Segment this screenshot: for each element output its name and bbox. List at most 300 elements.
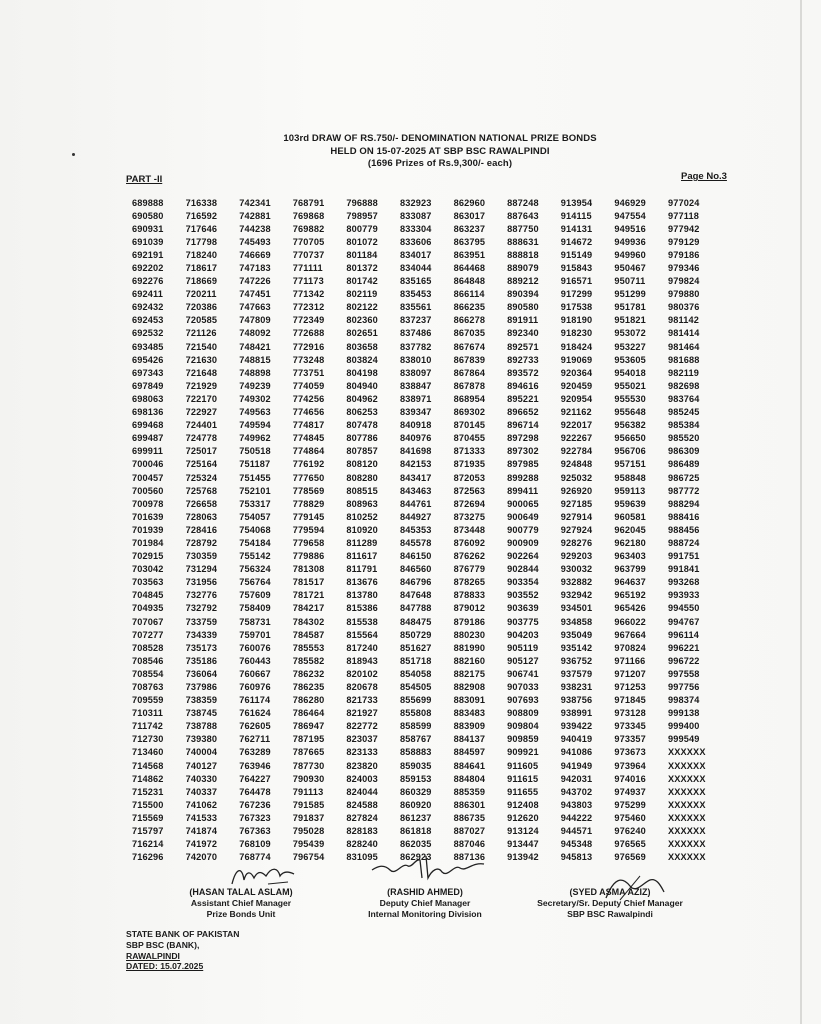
bond-number-cell: 895221 bbox=[507, 393, 539, 404]
bond-number-cell: 800779 bbox=[346, 223, 378, 234]
bond-number-cell: 918230 bbox=[560, 328, 593, 339]
bond-number-cell: 796888 bbox=[346, 197, 378, 208]
bond-number-cell: 700457 bbox=[132, 472, 164, 483]
bond-number-cell: 811289 bbox=[346, 537, 378, 548]
bond-number-cell: 946929 bbox=[614, 197, 646, 208]
bond-number-cell: 761624 bbox=[239, 708, 271, 719]
bond-number-cell: 804940 bbox=[346, 380, 378, 391]
bond-number-cell: 811791 bbox=[346, 564, 378, 575]
bond-number-cell: 994767 bbox=[667, 616, 700, 627]
bond-number-cell: 689888 bbox=[132, 197, 164, 208]
bond-number-cell: 922784 bbox=[560, 446, 593, 457]
bond-number-cell: 715569 bbox=[132, 812, 164, 823]
bond-number-cell: 896714 bbox=[507, 420, 539, 431]
bond-number-cell: 834044 bbox=[399, 263, 432, 274]
bond-number-cell: 892571 bbox=[507, 341, 539, 352]
bond-number-cell: 963403 bbox=[614, 551, 646, 562]
bond-number-cell: 871935 bbox=[453, 459, 486, 470]
bond-number-cell: 724401 bbox=[185, 420, 218, 431]
bond-number-cell: 887136 bbox=[453, 852, 486, 863]
bond-number-cell: 861237 bbox=[399, 812, 432, 823]
bond-number-cell: 741062 bbox=[185, 799, 218, 810]
bond-number-cell: 863017 bbox=[453, 210, 486, 221]
bond-number-cell: 911655 bbox=[507, 786, 539, 797]
bond-number-cell: 979824 bbox=[667, 276, 700, 287]
bond-number-cell: 721648 bbox=[185, 367, 218, 378]
bond-number-cell: 774656 bbox=[292, 407, 325, 418]
bond-number-cell: 882908 bbox=[453, 682, 486, 693]
bond-number-cell: 824003 bbox=[346, 773, 378, 784]
bond-number-cell: 824588 bbox=[346, 799, 378, 810]
table-row bbox=[132, 366, 722, 379]
bond-number-cell: 883483 bbox=[453, 708, 486, 719]
bond-number-cell: 837237 bbox=[399, 315, 432, 326]
bond-number-cell: 977118 bbox=[667, 210, 699, 221]
bond-number-cell: 751455 bbox=[239, 472, 271, 483]
bond-number-cell: 918424 bbox=[560, 341, 593, 352]
bond-number-cell: 903639 bbox=[507, 603, 539, 614]
bond-number-cell: 693485 bbox=[132, 341, 164, 352]
bond-number-cell: 802122 bbox=[346, 302, 378, 313]
bond-number-cell: 867864 bbox=[453, 367, 486, 378]
bond-number-cell: 738359 bbox=[185, 695, 218, 706]
bond-number-cell: 774059 bbox=[292, 380, 325, 391]
bond-number-cell: 941949 bbox=[560, 760, 593, 771]
bond-number-cell: 979186 bbox=[667, 249, 700, 260]
bond-number-cell: 878833 bbox=[453, 590, 486, 601]
bond-number-cell: 771342 bbox=[292, 289, 325, 300]
bond-number-cell: 740337 bbox=[185, 786, 218, 797]
bond-number-cell: 753317 bbox=[239, 498, 271, 509]
bond-number-cell: 955021 bbox=[614, 380, 646, 391]
bond-number-cell: 820678 bbox=[346, 682, 378, 693]
bond-number-cell: 747226 bbox=[239, 276, 271, 287]
bond-number-cell: 740127 bbox=[185, 760, 218, 771]
bond-number-cell: 777650 bbox=[292, 472, 325, 483]
table-row bbox=[132, 772, 722, 785]
bond-number-cell: 808963 bbox=[346, 498, 378, 509]
signatory-3-name: (SYED ASMA AZIZ) bbox=[569, 887, 651, 897]
bond-number-cell: 932882 bbox=[560, 577, 593, 588]
bond-number-cell: 795439 bbox=[292, 839, 325, 850]
bond-number-cell: 934858 bbox=[560, 616, 593, 627]
bond-number-cell: 938991 bbox=[560, 708, 593, 719]
bond-number-cell: 732792 bbox=[185, 603, 218, 614]
table-row bbox=[132, 563, 722, 576]
bond-number-cell: 769882 bbox=[292, 223, 325, 234]
bond-number-cell: 832923 bbox=[399, 197, 432, 208]
bond-number-cell: 801184 bbox=[346, 249, 378, 260]
bond-number-cell: 864468 bbox=[453, 263, 486, 274]
bond-number-cell: 822772 bbox=[346, 721, 378, 732]
bond-number-cell: 721540 bbox=[185, 341, 218, 352]
bond-number-cell: 981142 bbox=[667, 315, 699, 326]
bond-number-cell: 904203 bbox=[507, 629, 539, 640]
bond-number-cell: 708528 bbox=[132, 642, 164, 653]
bond-number-cell: 999138 bbox=[667, 708, 700, 719]
bond-number-cell: 862923 bbox=[399, 852, 432, 863]
bond-number-cell: 781308 bbox=[292, 564, 325, 575]
signatory-3-title: Secretary/Sr. Deputy Chief Manager bbox=[537, 898, 683, 909]
bond-number-cell: 974016 bbox=[614, 773, 646, 784]
bond-number-cell: 897302 bbox=[507, 446, 539, 457]
bond-number-cell: 985520 bbox=[667, 433, 700, 444]
table-row bbox=[132, 235, 722, 248]
bond-number-cell: 928276 bbox=[560, 537, 593, 548]
bond-number-cell: 803824 bbox=[346, 354, 378, 365]
bond-number-cell: 837486 bbox=[399, 328, 432, 339]
bond-number-cell: 855699 bbox=[399, 695, 432, 706]
bond-number-cell: 986309 bbox=[667, 446, 700, 457]
bond-number-cell: 927924 bbox=[560, 524, 593, 535]
bond-number-cell: 817240 bbox=[346, 642, 378, 653]
bond-number-cell: 824044 bbox=[346, 786, 378, 797]
bond-number-cell: 771111 bbox=[292, 263, 323, 274]
bond-number-cell: 695426 bbox=[132, 354, 164, 365]
bond-number-cell: 773751 bbox=[292, 367, 325, 378]
bond-number-cell: 938231 bbox=[560, 682, 593, 693]
bond-number-cell: 950467 bbox=[614, 263, 646, 274]
bond-number-cell: 715231 bbox=[132, 786, 164, 797]
bond-number-cell: 700560 bbox=[132, 485, 164, 496]
bond-number-cell: 863795 bbox=[453, 236, 486, 247]
signatory-2-title: Deputy Chief Manager bbox=[379, 898, 471, 909]
bond-number-cell: 760076 bbox=[239, 642, 271, 653]
bond-number-cell: 838847 bbox=[399, 380, 432, 391]
bond-number-cell: 883091 bbox=[453, 695, 486, 706]
bond-number-cell: 920459 bbox=[560, 380, 593, 391]
bond-number-cell: 921162 bbox=[560, 407, 592, 418]
bond-number-cell: 781721 bbox=[292, 590, 325, 601]
bond-number-cell: XXXXXX bbox=[667, 760, 706, 771]
bond-number-cell: 985384 bbox=[667, 420, 700, 431]
bond-number-cell: 979346 bbox=[667, 263, 700, 274]
bond-number-cell: 973357 bbox=[614, 734, 646, 745]
bond-number-cell: 934501 bbox=[560, 603, 593, 614]
bond-number-cell: 943702 bbox=[560, 786, 593, 797]
table-row bbox=[132, 406, 722, 419]
bond-number-cell: 725017 bbox=[185, 446, 218, 457]
signatory-1 bbox=[166, 887, 316, 921]
header-line-1: 103rd DRAW OF RS.750/- DENOMINATION NATIONAL PRIZE BONDS bbox=[283, 133, 597, 144]
bond-number-cell: 725324 bbox=[185, 472, 218, 483]
bond-number-cell: 860329 bbox=[399, 786, 432, 797]
bond-number-cell: 828240 bbox=[346, 839, 378, 850]
bond-number-cell: 823820 bbox=[346, 760, 378, 771]
bond-number-cell: 808120 bbox=[346, 459, 378, 470]
issuer-address bbox=[126, 929, 239, 972]
bond-number-cell: 707277 bbox=[132, 629, 164, 640]
bond-number-cell: XXXXXX bbox=[667, 839, 706, 850]
bond-number-cell: XXXXXX bbox=[667, 786, 706, 797]
bond-number-cell: 867035 bbox=[453, 328, 486, 339]
bond-number-cell: 808515 bbox=[346, 485, 378, 496]
bond-number-cell: 971253 bbox=[614, 682, 646, 693]
issuer-org: STATE BANK OF PAKISTAN bbox=[126, 929, 240, 939]
signatory-1-name: (HASAN TALAL ASLAM) bbox=[189, 887, 293, 897]
bond-number-cell: 773248 bbox=[292, 354, 325, 365]
bond-number-cell: 842153 bbox=[399, 459, 432, 470]
bond-number-cell: XXXXXX bbox=[667, 826, 706, 837]
bond-number-cell: 725164 bbox=[185, 459, 218, 470]
bond-number-cell: 887027 bbox=[453, 826, 486, 837]
bond-number-cell: 932942 bbox=[560, 590, 593, 601]
bond-number-cell: 906741 bbox=[507, 668, 539, 679]
bond-number-cell: 944222 bbox=[560, 812, 593, 823]
bond-number-cell: 717646 bbox=[185, 223, 218, 234]
bond-number-cell: 850729 bbox=[399, 629, 432, 640]
bond-number-cell: 954018 bbox=[614, 367, 646, 378]
bond-number-cell: 971166 bbox=[614, 655, 646, 666]
bond-number-cell: 949516 bbox=[614, 223, 646, 234]
bond-number-cell: 692191 bbox=[132, 249, 164, 260]
bond-number-cell: 922017 bbox=[560, 420, 593, 431]
bond-number-cell: 724778 bbox=[185, 433, 218, 444]
bond-number-cell: 821733 bbox=[346, 695, 378, 706]
table-row bbox=[132, 510, 722, 523]
bond-number-cell: 718240 bbox=[185, 249, 218, 260]
bond-number-cell: 772688 bbox=[292, 328, 325, 339]
bond-number-cell: 839347 bbox=[399, 407, 432, 418]
signatory-2-unit: Internal Monitoring Division bbox=[368, 909, 482, 920]
bond-number-cell: 981414 bbox=[667, 328, 700, 339]
bond-number-cell: 844927 bbox=[399, 511, 432, 522]
bond-number-cell: 721630 bbox=[185, 354, 218, 365]
bond-number-cell: 728792 bbox=[185, 537, 218, 548]
bond-number-cell: 750518 bbox=[239, 446, 271, 457]
bond-number-cell: 900909 bbox=[507, 537, 539, 548]
bond-number-cell: 741874 bbox=[185, 826, 218, 837]
bond-number-cell: 902264 bbox=[507, 551, 539, 562]
bond-number-cell: 708554 bbox=[132, 668, 164, 679]
bond-number-cell: 862960 bbox=[453, 197, 486, 208]
bond-number-cell: 835561 bbox=[399, 302, 432, 313]
bond-number-cell: 730359 bbox=[185, 551, 218, 562]
bond-number-cell: 846560 bbox=[399, 564, 432, 575]
bond-number-cell: 960581 bbox=[614, 511, 646, 522]
bond-number-cell: 764478 bbox=[239, 786, 271, 797]
bond-number-cell: 811617 bbox=[346, 551, 378, 562]
bond-number-cell: 744238 bbox=[239, 223, 271, 234]
bond-number-cell: 767323 bbox=[239, 812, 271, 823]
bond-number-cell: 951781 bbox=[614, 302, 646, 313]
bond-number-cell: 884804 bbox=[453, 773, 486, 784]
bond-number-cell: 742881 bbox=[239, 210, 271, 221]
bond-number-cell: 703042 bbox=[132, 564, 164, 575]
bond-number-cell: 950711 bbox=[614, 276, 646, 287]
bond-number-cell: 801742 bbox=[346, 276, 378, 287]
signatory-1-title: Assistant Chief Manager bbox=[190, 898, 292, 909]
bond-number-cell: 690580 bbox=[132, 210, 164, 221]
bond-number-cell: 781517 bbox=[292, 577, 325, 588]
bond-number-cell: 927185 bbox=[560, 498, 593, 509]
bond-number-cell: 903775 bbox=[507, 616, 539, 627]
bond-number-cell: 959639 bbox=[614, 498, 646, 509]
bond-number-cell: 900779 bbox=[507, 524, 539, 535]
bond-number-cell: 810252 bbox=[346, 511, 378, 522]
bond-number-cell: 981688 bbox=[667, 354, 700, 365]
table-row bbox=[132, 733, 722, 746]
bond-number-cell: 840918 bbox=[399, 420, 432, 431]
header-line-3: (1696 Prizes of Rs.9,300/- each) bbox=[367, 158, 513, 169]
bond-number-cell: 977942 bbox=[667, 223, 700, 234]
bond-number-cell: 807786 bbox=[346, 433, 378, 444]
bond-number-cell: 949936 bbox=[614, 236, 646, 247]
bond-number-cell: 698136 bbox=[132, 407, 164, 418]
table-row bbox=[132, 654, 722, 667]
bond-number-cell: 955648 bbox=[614, 407, 646, 418]
table-row bbox=[132, 680, 722, 693]
table-row bbox=[132, 497, 722, 510]
table-row bbox=[132, 301, 722, 314]
bond-number-cell: 873275 bbox=[453, 511, 486, 522]
bond-number-cell: 731294 bbox=[185, 564, 218, 575]
bond-number-cell: 986489 bbox=[667, 459, 700, 470]
bond-number-cell: 949960 bbox=[614, 249, 646, 260]
bond-number-cell: 699468 bbox=[132, 420, 164, 431]
bond-number-cell: 915149 bbox=[560, 249, 593, 260]
bond-number-cell: 860920 bbox=[399, 799, 432, 810]
bond-number-cell: 971845 bbox=[614, 695, 646, 706]
bond-number-cell: 772916 bbox=[292, 341, 325, 352]
bond-number-cell: 905119 bbox=[507, 642, 539, 653]
bond-number-cell: 988456 bbox=[667, 524, 700, 535]
bond-number-cell: 714862 bbox=[132, 773, 164, 784]
table-row bbox=[132, 471, 722, 484]
bond-number-cell: 872694 bbox=[453, 498, 486, 509]
bond-number-cell: 919069 bbox=[560, 354, 593, 365]
bond-number-cell: 779658 bbox=[292, 537, 325, 548]
bond-number-cell: 738745 bbox=[185, 708, 218, 719]
bond-number-cell: 749962 bbox=[239, 433, 271, 444]
bond-number-cell: 916571 bbox=[560, 276, 593, 287]
bond-number-cell: 903552 bbox=[507, 590, 539, 601]
bond-number-cell: 982119 bbox=[667, 367, 699, 378]
bond-number-cell: 979880 bbox=[667, 289, 700, 300]
table-row bbox=[132, 576, 722, 589]
bond-number-cell: 866114 bbox=[453, 289, 485, 300]
bond-number-cell: 947554 bbox=[614, 210, 646, 221]
bond-number-cell: 749239 bbox=[239, 380, 271, 391]
bond-number-cell: 953072 bbox=[614, 328, 646, 339]
bond-number-cell: 767236 bbox=[239, 799, 271, 810]
table-row bbox=[132, 667, 722, 680]
bond-number-cell: 755142 bbox=[239, 551, 271, 562]
bond-number-cell: 917299 bbox=[560, 289, 593, 300]
bond-number-cell: 722170 bbox=[185, 393, 218, 404]
bond-number-cell: 876262 bbox=[453, 551, 486, 562]
bond-number-cell: 962180 bbox=[614, 537, 646, 548]
header-line-2: HELD ON 15-07-2025 AT SBP BSC RAWALPINDI bbox=[330, 145, 550, 157]
bond-number-cell: 738788 bbox=[185, 721, 218, 732]
bond-number-cell: 973128 bbox=[614, 708, 646, 719]
bond-number-cell: 806253 bbox=[346, 407, 378, 418]
bond-number-cell: 859035 bbox=[399, 760, 432, 771]
table-row bbox=[132, 825, 722, 838]
bond-number-cell: 900649 bbox=[507, 511, 539, 522]
bond-number-cell: 833606 bbox=[399, 236, 432, 247]
bond-number-cell: 748092 bbox=[239, 328, 271, 339]
bond-number-cell: 988294 bbox=[667, 498, 700, 509]
bond-number-cell: 841698 bbox=[399, 446, 432, 457]
bond-number-cell: 771173 bbox=[292, 276, 324, 287]
bond-number-cell: 861818 bbox=[399, 826, 432, 837]
table-row bbox=[132, 641, 722, 654]
bond-number-cell: 945348 bbox=[560, 839, 593, 850]
bond-number-cell: 749302 bbox=[239, 393, 271, 404]
bond-number-cell: 914672 bbox=[560, 236, 593, 247]
bond-number-cell: 796754 bbox=[292, 852, 325, 863]
bond-number-cell: 720211 bbox=[185, 289, 217, 300]
bond-number-cell: 911615 bbox=[507, 773, 539, 784]
bond-number-cell: 721929 bbox=[185, 380, 218, 391]
part-label: PART -II bbox=[126, 174, 163, 185]
bond-number-cell: 786280 bbox=[292, 695, 325, 706]
bond-number-cell: 795028 bbox=[292, 826, 325, 837]
bond-number-cell: 973964 bbox=[614, 760, 646, 771]
bond-number-cell: 956650 bbox=[614, 433, 646, 444]
bond-number-cell: 700978 bbox=[132, 498, 164, 509]
table-row bbox=[132, 536, 722, 549]
bond-number-cell: 747663 bbox=[239, 302, 271, 313]
bond-number-cell: 735173 bbox=[185, 642, 218, 653]
bond-number-cell: 957151 bbox=[614, 459, 646, 470]
bond-number-cell: 845353 bbox=[399, 524, 432, 535]
bond-number-cell: 912620 bbox=[507, 812, 539, 823]
signatory-2 bbox=[340, 887, 510, 921]
bond-number-cell: 710311 bbox=[132, 708, 164, 719]
bond-number-cell: 944571 bbox=[560, 826, 593, 837]
signatory-3-unit: SBP BSC Rawalpindi bbox=[567, 909, 653, 920]
table-row bbox=[132, 196, 722, 209]
document-date: DATED: 15.07.2025 bbox=[126, 961, 204, 972]
bond-number-cell: 749594 bbox=[239, 420, 271, 431]
bond-number-cell: 761174 bbox=[239, 695, 271, 706]
bond-number-cell: 955530 bbox=[614, 393, 646, 404]
bond-number-cell: 888818 bbox=[507, 249, 539, 260]
table-row bbox=[132, 353, 722, 366]
bond-number-cell: 786235 bbox=[292, 682, 325, 693]
bond-number-cell: 977024 bbox=[667, 197, 700, 208]
bond-number-cell: 691039 bbox=[132, 236, 164, 247]
bond-number-cell: 731956 bbox=[185, 577, 218, 588]
table-row bbox=[132, 798, 722, 811]
table-row bbox=[132, 340, 722, 353]
signatory-2-name: (RASHID AHMED) bbox=[387, 887, 463, 897]
bond-number-cell: 728416 bbox=[185, 524, 218, 535]
bond-number-cell: 823037 bbox=[346, 734, 378, 745]
bond-number-cell: 770705 bbox=[292, 236, 325, 247]
bond-number-cell: 770737 bbox=[292, 249, 325, 260]
bond-number-cell: 981464 bbox=[667, 341, 700, 352]
bond-number-cell: 700046 bbox=[132, 459, 164, 470]
bond-number-cell: 772312 bbox=[292, 302, 325, 313]
bond-number-cell: 863951 bbox=[453, 249, 486, 260]
bond-number-cell: 962045 bbox=[614, 524, 646, 535]
bond-number-cell: 876779 bbox=[453, 564, 486, 575]
table-row bbox=[132, 392, 722, 405]
bond-number-cell: 716592 bbox=[185, 210, 218, 221]
bond-number-cell: 979129 bbox=[667, 236, 700, 247]
bond-number-cell: 976240 bbox=[614, 826, 646, 837]
bond-number-cell: 807478 bbox=[346, 420, 378, 431]
bond-number-cell: 692532 bbox=[132, 328, 164, 339]
bond-number-cell: 872563 bbox=[453, 485, 486, 496]
bond-number-cell: 896652 bbox=[507, 407, 539, 418]
bond-number-cell: 973345 bbox=[614, 721, 646, 732]
bond-number-cell: 866235 bbox=[453, 302, 486, 313]
bond-number-cell: 844761 bbox=[399, 498, 432, 509]
